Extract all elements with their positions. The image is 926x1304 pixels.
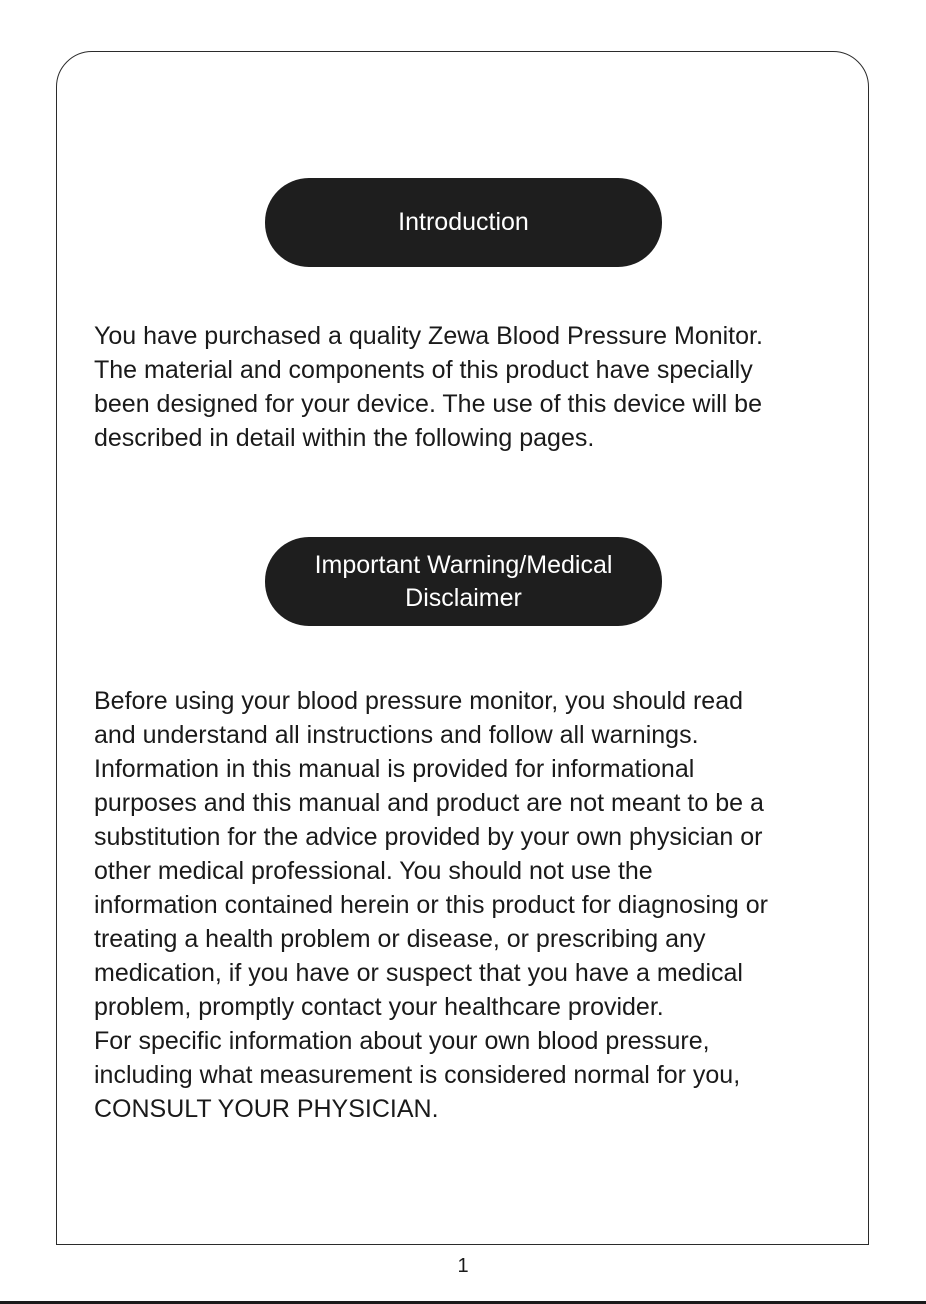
paragraph-line: been designed for your device. The use of this device will be <box>94 390 762 418</box>
introduction-heading <box>265 178 662 267</box>
paragraph-line: other medical professional. You should not use the <box>94 857 653 885</box>
paragraph-line: You have purchased a quality Zewa Blood Pressure Monitor. <box>94 322 763 350</box>
paragraph-line: Before using your blood pressure monitor, you should read <box>94 687 743 715</box>
paragraph-line: problem, promptly contact your healthcare provider. <box>94 993 664 1021</box>
paragraph-line: treating a health problem or disease, or prescribing any <box>94 925 706 953</box>
page-number: 1 <box>457 1255 469 1277</box>
paragraph-line: Information in this manual is provided for informational <box>94 755 695 783</box>
warning-heading-line1: Important Warning/Medical <box>314 550 613 579</box>
paragraph-line: The material and components of this product have specially <box>94 356 753 384</box>
paragraph-line: information contained herein or this product for diagnosing or <box>94 891 769 919</box>
introduction-paragraph <box>94 319 763 455</box>
paragraph-line: including what measurement is considered normal for you, <box>94 1061 741 1089</box>
paragraph-line: described in detail within the following pages. <box>94 424 595 452</box>
introduction-heading-label: Introduction <box>398 208 529 236</box>
warning-heading-line2: Disclaimer <box>405 583 522 612</box>
paragraph-line: medication, if you have or suspect that you have a medical <box>94 959 743 987</box>
warning-heading <box>265 537 662 626</box>
paragraph-line: For specific information about your own blood pressure, <box>94 1027 710 1055</box>
paragraph-line: substitution for the advice provided by your own physician or <box>94 823 763 851</box>
warning-paragraph <box>94 684 768 1126</box>
paragraph-line: and understand all instructions and follow all warnings. <box>94 721 699 749</box>
paragraph-line: CONSULT YOUR PHYSICIAN. <box>94 1095 439 1123</box>
paragraph-line: purposes and this manual and product are not meant to be a <box>94 789 764 817</box>
